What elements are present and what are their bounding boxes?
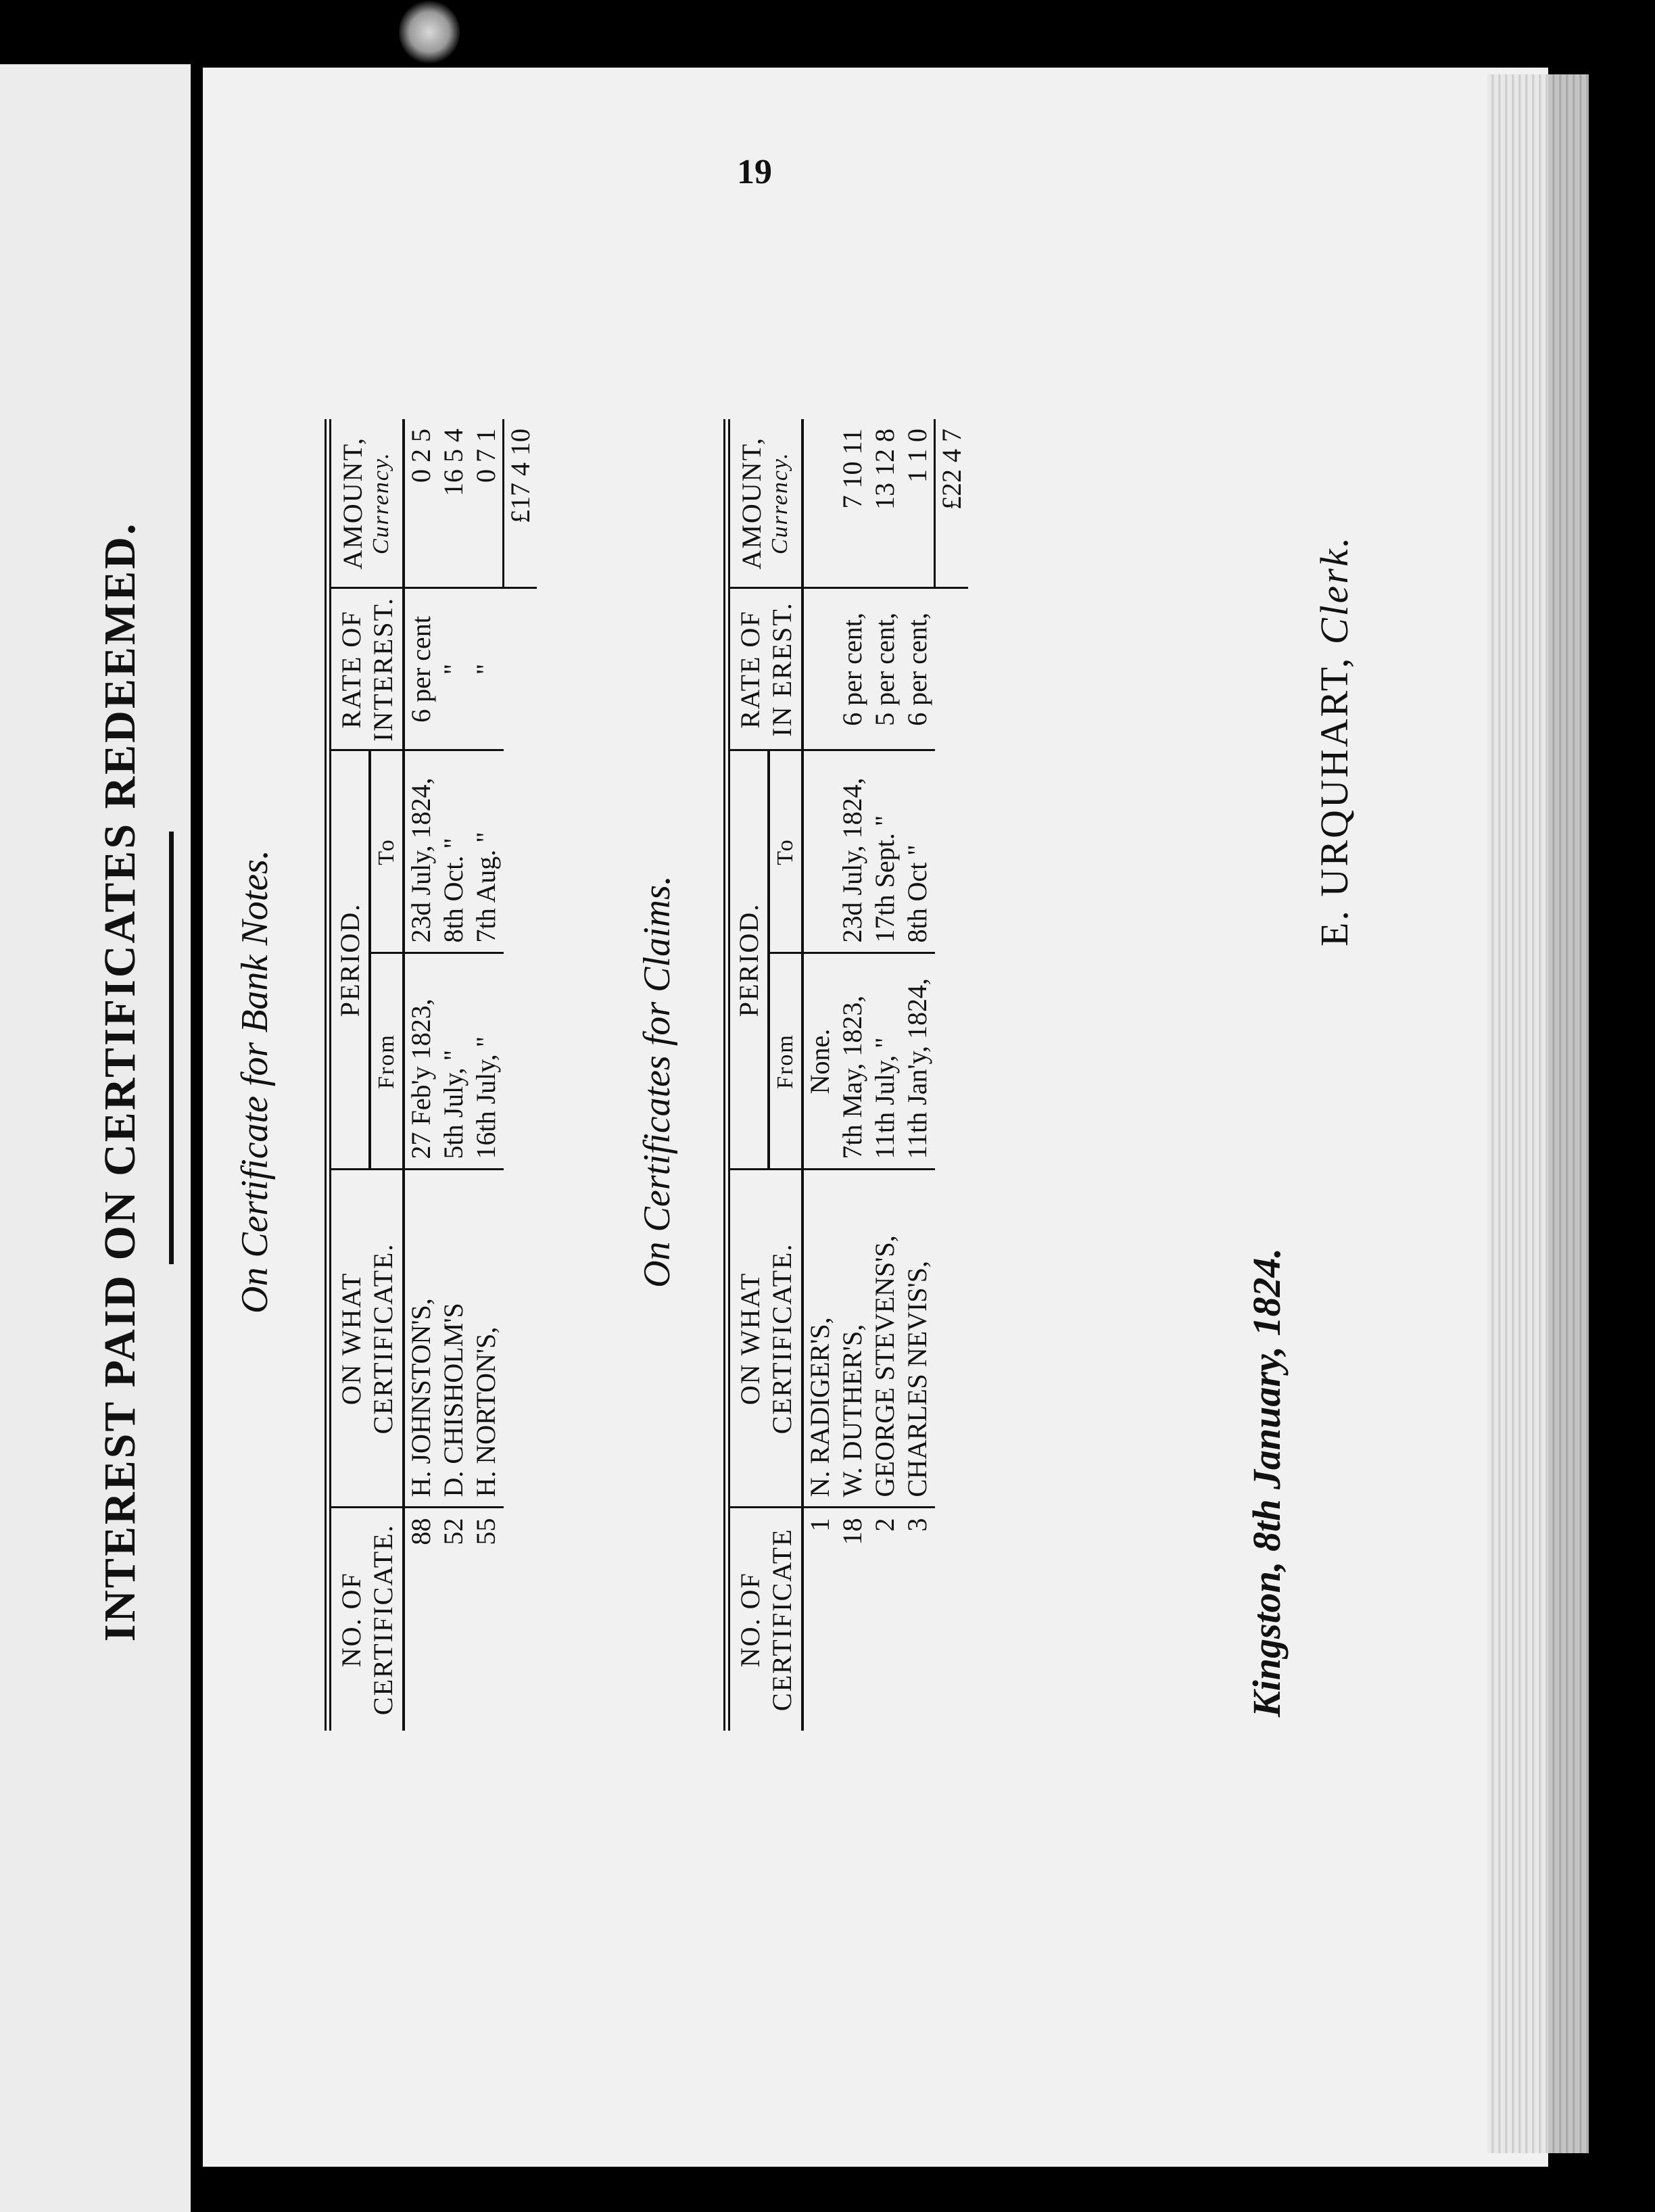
period-from: 7th May, 1823, xyxy=(836,953,869,1170)
amount: 7 10 11 xyxy=(837,429,867,509)
amount: 0 7 1 xyxy=(471,429,501,483)
table-row xyxy=(404,419,437,1731)
ink-stain xyxy=(399,0,460,64)
section2-subtitle: On Certificates for Claims. xyxy=(636,875,678,1288)
table-row xyxy=(437,419,470,1731)
section1-subtitle: On Certificate for Bank Notes. xyxy=(234,850,276,1314)
table-row xyxy=(802,419,836,1731)
currency-label: Currency. xyxy=(368,452,393,555)
cert-name: H. NORTON'S, xyxy=(470,1170,504,1508)
amount: 1 1 0 xyxy=(902,429,932,483)
amount xyxy=(802,419,836,588)
table-row xyxy=(470,419,504,1731)
period-to: 8th Oct " xyxy=(901,750,935,953)
total-row xyxy=(935,419,969,1731)
period-to: 17th Sept. " xyxy=(869,750,901,953)
period-to: 23d July, 1824, xyxy=(836,750,869,953)
page-stack-edge xyxy=(1487,74,1589,2153)
section2-total: £22 4 7 xyxy=(935,419,969,588)
amount-label: AMOUNT, xyxy=(736,436,767,570)
rotated-content xyxy=(95,68,1433,2096)
claims-table xyxy=(723,419,968,1731)
title-rule xyxy=(169,832,174,1264)
bank-notes-table xyxy=(325,419,537,1731)
col-header-period: PERIOD. xyxy=(727,750,769,1170)
col-header-certificate: ON WHAT CERTIFICATE. xyxy=(727,1170,802,1508)
cert-name: GEORGE STEVENS'S, xyxy=(869,1170,901,1508)
period-from: 5th July, " xyxy=(437,953,470,1170)
col-header-rate: RATE OF INTEREST. xyxy=(328,588,404,750)
col-header-certificate: ON WHAT CERTIFICATE. xyxy=(328,1170,404,1508)
col-header-amount xyxy=(727,419,802,588)
cert-number: 55 xyxy=(470,1508,504,1731)
col-header-from: From xyxy=(769,953,802,1170)
col-header-number: NO. OF CERTIFICATE xyxy=(727,1508,802,1731)
interest-rate: 6 per cent, xyxy=(836,588,869,750)
cert-name: W. DUTHER'S, xyxy=(836,1170,869,1508)
page-number: 19 xyxy=(737,153,772,191)
amount: 13 12 8 xyxy=(869,429,900,510)
period-from: None. xyxy=(802,953,836,1170)
table-row xyxy=(901,419,935,1731)
cert-name: N. RADIGER'S, xyxy=(802,1170,836,1508)
cert-number: 52 xyxy=(437,1508,470,1731)
col-header-from: From xyxy=(370,953,404,1170)
period-to xyxy=(802,750,836,953)
place-date: Kingston, 8th January, 1824. xyxy=(1245,1247,1289,1717)
cert-number: 1 xyxy=(802,1508,836,1731)
interest-rate: 6 per cent xyxy=(404,588,437,750)
col-header-to: To xyxy=(370,750,404,953)
col-header-to: To xyxy=(769,750,802,953)
cert-name: D. CHISHOLM'S xyxy=(437,1170,470,1508)
cert-number: 3 xyxy=(901,1508,935,1731)
cert-number: 2 xyxy=(869,1508,901,1731)
cert-name: H. JOHNSTON'S, xyxy=(404,1170,437,1508)
interest-rate: 5 per cent, xyxy=(869,588,901,750)
period-from: 16th July, " xyxy=(470,953,504,1170)
amount: 16 5 4 xyxy=(438,429,469,496)
interest-rate: 6 per cent, xyxy=(901,588,935,750)
amount-label: AMOUNT, xyxy=(337,436,368,570)
col-header-period: PERIOD. xyxy=(328,750,370,1170)
period-from: 11th July, " xyxy=(869,953,901,1170)
document-title: INTEREST PAID ON CERTIFICATES REDEEMED. xyxy=(95,521,145,1642)
cert-name: CHARLES NEVIS'S, xyxy=(901,1170,935,1508)
col-header-rate: RATE OF IN EREST. xyxy=(727,588,802,750)
total-row xyxy=(504,419,537,1731)
col-header-number: NO. OF CERTIFICATE. xyxy=(328,1508,404,1731)
interest-rate xyxy=(802,588,836,750)
cert-number: 88 xyxy=(404,1508,437,1731)
clerk-name: E. URQUHART, xyxy=(1312,656,1356,946)
period-from: 11th Jan'y, 1824, xyxy=(901,953,935,1170)
period-to: 23d July, 1824, xyxy=(404,750,437,953)
section1-total: £17 4 10 xyxy=(504,419,537,588)
currency-label: Currency. xyxy=(767,452,792,555)
period-to: 8th Oct. " xyxy=(437,750,470,953)
table-row xyxy=(869,419,901,1731)
period-from: 27 Feb'y 1823, xyxy=(404,953,437,1170)
interest-rate: " xyxy=(470,588,504,750)
col-header-amount xyxy=(328,419,404,588)
cert-number: 18 xyxy=(836,1508,869,1731)
clerk-signature xyxy=(1312,535,1357,946)
amount: 0 2 5 xyxy=(406,429,436,483)
interest-rate: " xyxy=(437,588,470,750)
clerk-role: Clerk. xyxy=(1312,535,1356,645)
period-to: 7th Aug. " xyxy=(470,750,504,953)
table-row xyxy=(836,419,869,1731)
